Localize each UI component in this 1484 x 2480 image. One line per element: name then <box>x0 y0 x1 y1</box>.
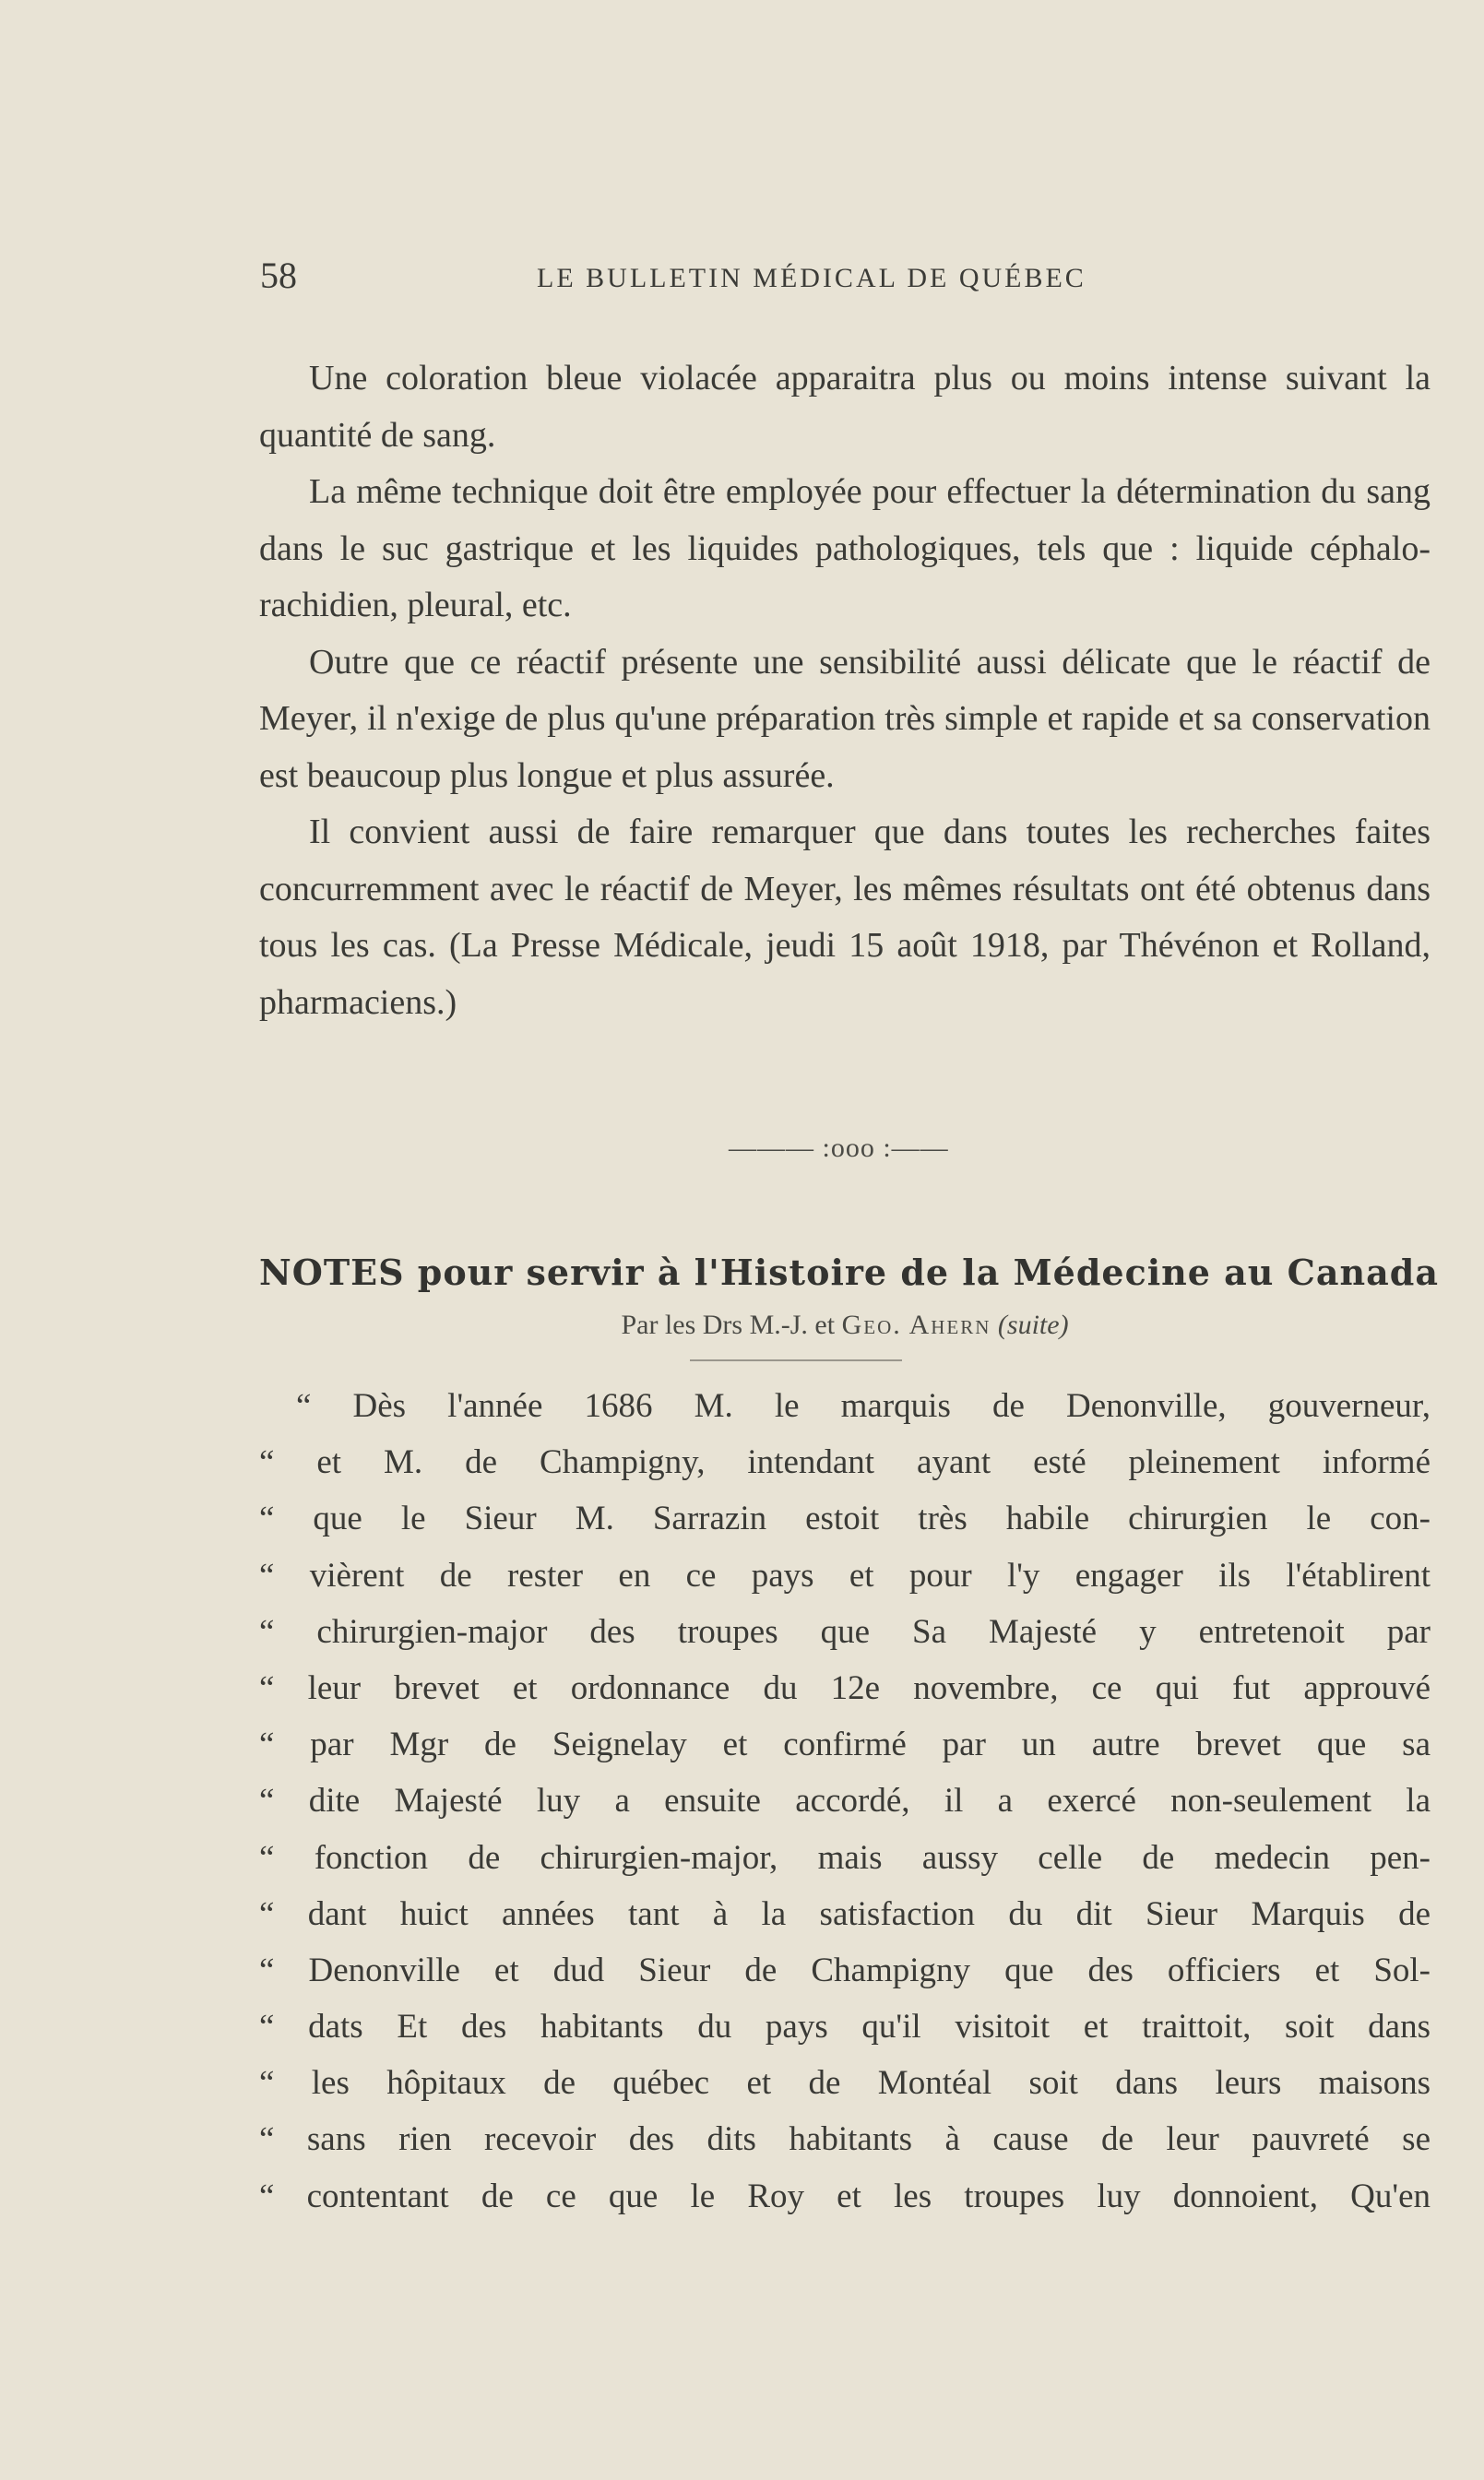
page-header <box>260 254 1430 309</box>
quote-line: “ les hôpitaux de québec et de Montéal soit dans leurs maisons <box>259 2064 1431 2103</box>
paragraph: Outre que ce réactif présente une sensibilité aussi délicate que le réactif de Meyer, il n'exige de plus qu'une préparation très simple et rapide et sa conservation est beaucoup plus longue et plus assurée. <box>259 642 1431 795</box>
page-number: 58 <box>260 255 297 296</box>
quote-line: “ dats Et des habitants du pays qu'il visitoit et traittoit, soit dans <box>259 2008 1431 2047</box>
article-body <box>259 350 1431 1031</box>
quote-line: “ contentant de ce que le Roy et les troupes luy donnoient, Qu'en <box>259 2177 1431 2215</box>
quote-line: “ dant huict années tant à la satisfaction du dit Sieur Marquis de <box>259 1894 1431 1933</box>
quote-line: “ chirurgien-major des troupes que Sa Majesté y entretenoit par <box>259 1612 1431 1651</box>
section-separator: ——— :ooo :—— <box>729 1133 949 1163</box>
quote-line: “ vièrent de rester en ce pays et pour l'y engager ils l'établirent <box>259 1556 1431 1595</box>
byline-suite: (suite) <box>997 1310 1069 1340</box>
quote-line: “ sans rien recevoir des dits habitants à cause de leur pauvreté se <box>259 2120 1431 2159</box>
quote-line: “ et M. de Champigny, intendant ayant esté pleinement informé <box>259 1443 1431 1482</box>
title-rule <box>690 1359 902 1361</box>
running-title: LE BULLETIN MÉDICAL DE QUÉBEC <box>537 263 1086 293</box>
paragraph: La même technique doit être employée pour effectuer la détermination du sang dans le suc gastrique et les liquides pathologiques, tels que : liquide céphalo-rachidien, pleural, etc. <box>259 472 1431 624</box>
quote-line: “ par Mgr de Seignelay et confirmé par un autre brevet que sa <box>259 1726 1431 1764</box>
quote-line: “ fonction de chirurgien-major, mais aussy celle de medecin pen- <box>259 1838 1431 1877</box>
quote-line: “ que le Sieur M. Sarrazin estoit très habile chirurgien le con- <box>259 1500 1431 1538</box>
quotation-block <box>259 1378 1431 2225</box>
byline-author: Geo. Ahern <box>841 1310 991 1340</box>
paragraph: Il convient aussi de faire remarquer que dans toutes les recherches faites concurremment avec le réactif de Meyer, les mêmes résultats ont été obtenus dans tous les cas. (La Presse Médicale, jeudi 15 août 1918, par Thévénon et Rolland, pharmaciens.) <box>259 813 1431 1022</box>
quote-line: “ dite Majesté luy a ensuite accordé, il a exercé non-seulement la <box>259 1782 1431 1821</box>
byline-prefix: Par les Drs M.-J. et <box>621 1310 842 1340</box>
paragraph: Une coloration bleue violacée apparaitra plus ou moins intense suivant la quantité de sang. <box>259 359 1431 455</box>
quote-line: “ Denonville et dud Sieur de Champigny que des officiers et Sol- <box>259 1951 1431 1989</box>
quote-line: “ leur brevet et ordonnance du 12e novembre, ce qui fut approuvé <box>259 1668 1431 1707</box>
byline <box>259 1310 1431 1341</box>
section-title: NOTES pour servir à l'Histoire de la Médecine au Canada <box>259 1252 1439 1293</box>
quote-line: “ Dès l'année 1686 M. le marquis de Denonville, gouverneur, <box>296 1387 1431 1425</box>
